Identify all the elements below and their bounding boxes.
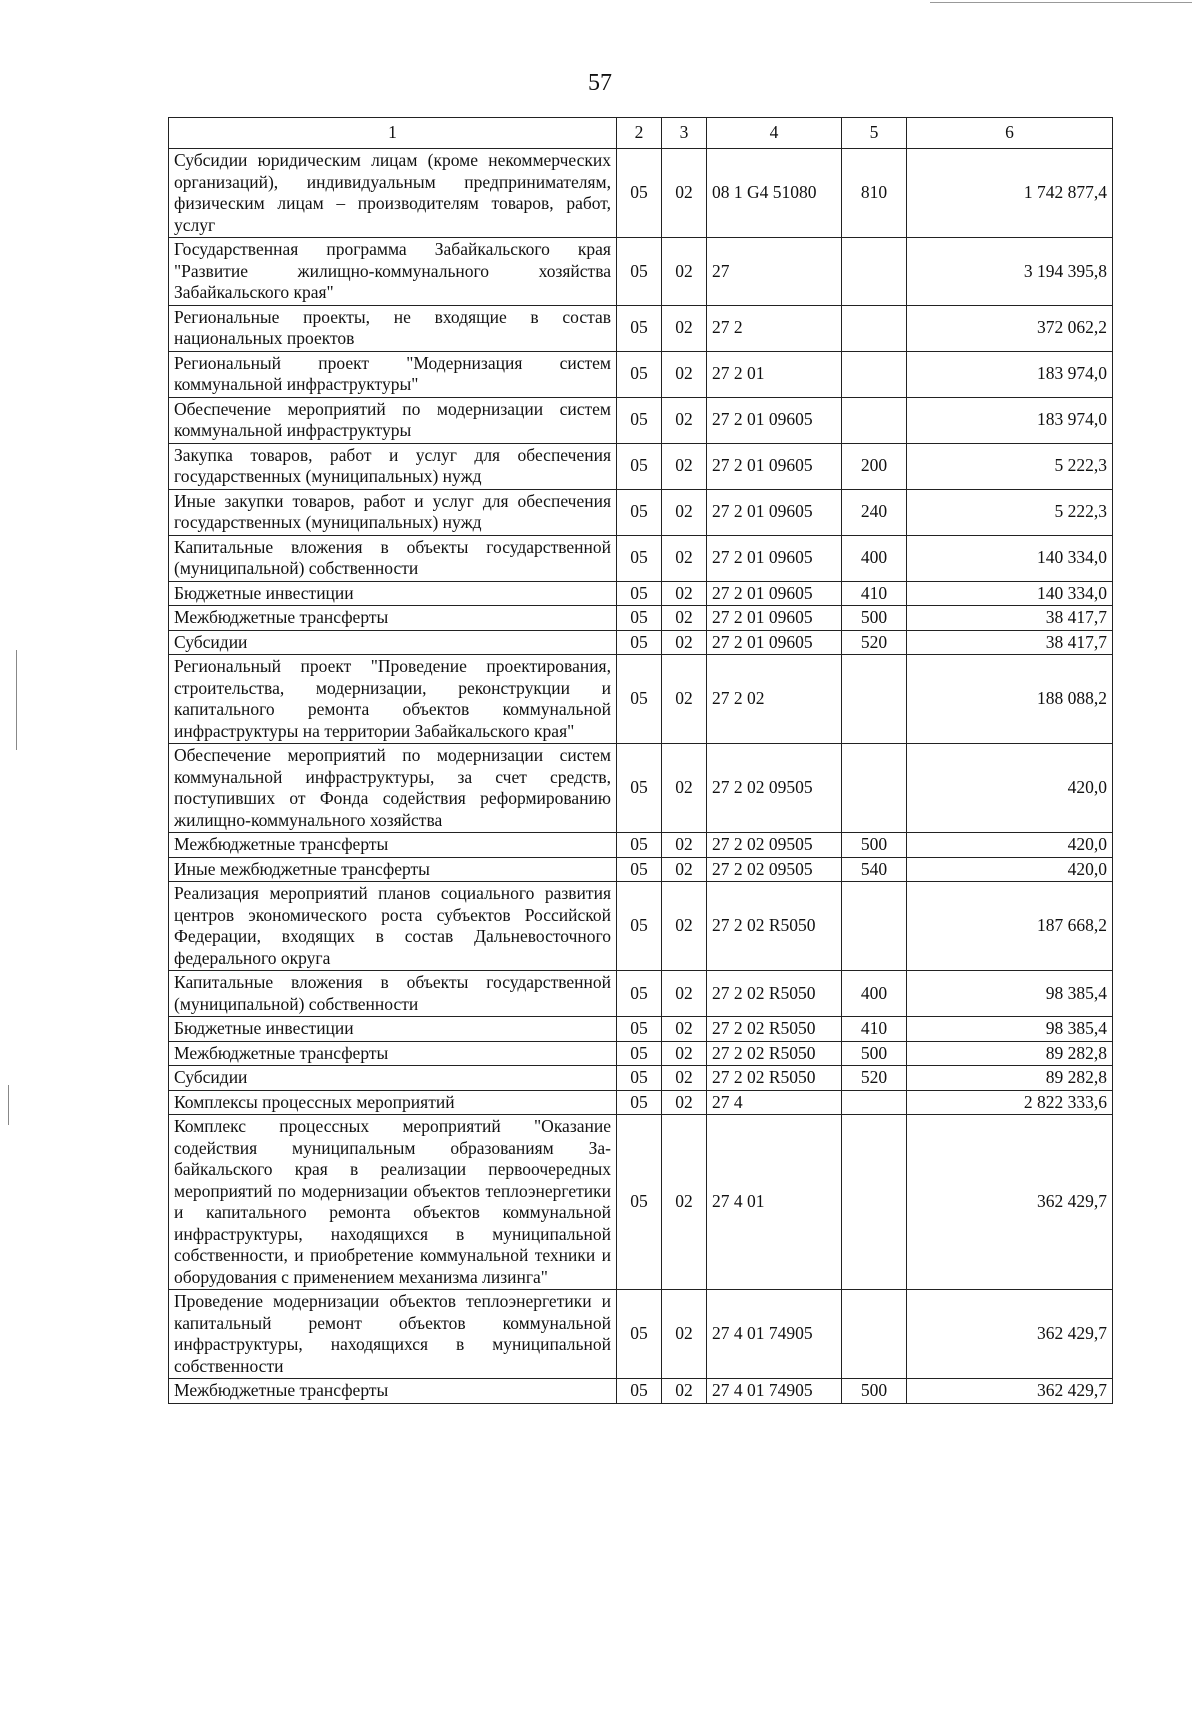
target-article-code: 27 4 01 74905 <box>707 1379 842 1404</box>
expense-type-code: 520 <box>842 1066 907 1091</box>
subsection-code: 02 <box>662 397 707 443</box>
amount: 89 282,8 <box>907 1066 1113 1091</box>
section-code: 05 <box>617 489 662 535</box>
target-article-code: 27 2 02 R5050 <box>707 1066 842 1091</box>
amount: 1 742 877,4 <box>907 149 1113 238</box>
expense-type-code <box>842 882 907 971</box>
row-name: Субсидии <box>169 1066 617 1091</box>
row-name: Капитальные вложения в объекты государственной (муниципальной) собственности <box>169 971 617 1017</box>
target-article-code: 27 2 02 <box>707 655 842 744</box>
header-row <box>169 118 1113 149</box>
row-name: Реализация мероприятий планов социального развития центров экономического роста субъектов Российской Федерации, входящих в состав Дальневосточного федерального округа <box>169 882 617 971</box>
row-name: Обеспечение мероприятий по модернизации систем коммунальной инфраструктуры <box>169 397 617 443</box>
header-cell: 4 <box>707 118 842 149</box>
row-name: Обеспечение мероприятий по модернизации систем коммунальной инфраструктуры, за счет средств, поступивших от Фонда содействия реформированию жилищно-коммунального хозяйства <box>169 744 617 833</box>
table-row <box>169 606 1113 631</box>
expense-type-code: 240 <box>842 489 907 535</box>
section-code: 05 <box>617 1017 662 1042</box>
table-row <box>169 882 1113 971</box>
row-name: Закупка товаров, работ и услуг для обеспечения государственных (муниципальных) нужд <box>169 443 617 489</box>
target-article-code: 27 2 02 09505 <box>707 833 842 858</box>
section-code: 05 <box>617 1115 662 1290</box>
amount: 38 417,7 <box>907 606 1113 631</box>
expense-type-code <box>842 744 907 833</box>
table-row <box>169 1066 1113 1091</box>
table-row <box>169 630 1113 655</box>
table-row <box>169 489 1113 535</box>
amount: 2 822 333,6 <box>907 1090 1113 1115</box>
table-row <box>169 1041 1113 1066</box>
subsection-code: 02 <box>662 1090 707 1115</box>
table-body <box>169 149 1113 1404</box>
target-article-code: 27 2 01 09605 <box>707 630 842 655</box>
section-code: 05 <box>617 744 662 833</box>
row-name: Государственная программа Забайкальского края "Развитие жилищно-коммунального хозяйства Забайкальского края" <box>169 238 617 306</box>
table-row <box>169 971 1113 1017</box>
table-row <box>169 1090 1113 1115</box>
header-cell: 2 <box>617 118 662 149</box>
table-row <box>169 305 1113 351</box>
expense-type-code: 500 <box>842 1379 907 1404</box>
section-code: 05 <box>617 971 662 1017</box>
section-code: 05 <box>617 1379 662 1404</box>
header-cell: 3 <box>662 118 707 149</box>
expense-type-code <box>842 351 907 397</box>
expense-type-code: 520 <box>842 630 907 655</box>
target-article-code: 27 2 02 09505 <box>707 857 842 882</box>
amount: 5 222,3 <box>907 489 1113 535</box>
subsection-code: 02 <box>662 535 707 581</box>
target-article-code: 27 2 02 R5050 <box>707 971 842 1017</box>
subsection-code: 02 <box>662 1379 707 1404</box>
expense-type-code: 540 <box>842 857 907 882</box>
subsection-code: 02 <box>662 1041 707 1066</box>
header-cell: 5 <box>842 118 907 149</box>
table-row <box>169 857 1113 882</box>
subsection-code: 02 <box>662 1017 707 1042</box>
row-name: Иные межбюджетные трансферты <box>169 857 617 882</box>
target-article-code: 27 4 01 74905 <box>707 1290 842 1379</box>
table-row <box>169 1115 1113 1290</box>
target-article-code: 27 2 01 <box>707 351 842 397</box>
table-row <box>169 1290 1113 1379</box>
target-article-code: 27 2 02 R5050 <box>707 1017 842 1042</box>
target-article-code: 08 1 G4 51080 <box>707 149 842 238</box>
table-row <box>169 744 1113 833</box>
expense-type-code: 410 <box>842 1017 907 1042</box>
target-article-code: 27 2 01 09605 <box>707 443 842 489</box>
subsection-code: 02 <box>662 630 707 655</box>
row-name: Межбюджетные трансферты <box>169 1379 617 1404</box>
subsection-code: 02 <box>662 655 707 744</box>
expense-type-code <box>842 1115 907 1290</box>
expense-type-code: 400 <box>842 535 907 581</box>
subsection-code: 02 <box>662 351 707 397</box>
table-row <box>169 1379 1113 1404</box>
section-code: 05 <box>617 1090 662 1115</box>
page-number: 57 <box>588 70 612 96</box>
subsection-code: 02 <box>662 305 707 351</box>
target-article-code: 27 2 01 09605 <box>707 606 842 631</box>
amount: 183 974,0 <box>907 397 1113 443</box>
table-row <box>169 581 1113 606</box>
subsection-code: 02 <box>662 833 707 858</box>
expense-type-code: 200 <box>842 443 907 489</box>
subsection-code: 02 <box>662 238 707 306</box>
row-name: Региональные проекты, не входящие в состав национальных проектов <box>169 305 617 351</box>
expense-type-code <box>842 655 907 744</box>
table-row <box>169 443 1113 489</box>
expense-type-code <box>842 397 907 443</box>
table-row <box>169 238 1113 306</box>
subsection-code: 02 <box>662 443 707 489</box>
target-article-code: 27 2 02 R5050 <box>707 882 842 971</box>
expense-type-code: 500 <box>842 606 907 631</box>
amount: 38 417,7 <box>907 630 1113 655</box>
expense-type-code: 400 <box>842 971 907 1017</box>
amount: 372 062,2 <box>907 305 1113 351</box>
row-name: Межбюджетные трансферты <box>169 1041 617 1066</box>
section-code: 05 <box>617 655 662 744</box>
header-cell: 6 <box>907 118 1113 149</box>
amount: 98 385,4 <box>907 971 1113 1017</box>
amount: 362 429,7 <box>907 1290 1113 1379</box>
row-name: Субсидии <box>169 630 617 655</box>
table-row <box>169 351 1113 397</box>
expense-type-code <box>842 1290 907 1379</box>
subsection-code: 02 <box>662 489 707 535</box>
budget-table <box>168 117 1113 1404</box>
amount: 362 429,7 <box>907 1115 1113 1290</box>
section-code: 05 <box>617 149 662 238</box>
section-code: 05 <box>617 1290 662 1379</box>
subsection-code: 02 <box>662 882 707 971</box>
subsection-code: 02 <box>662 606 707 631</box>
expense-type-code <box>842 1090 907 1115</box>
target-article-code: 27 2 01 09605 <box>707 397 842 443</box>
row-name: Комплексы процессных мероприятий <box>169 1090 617 1115</box>
section-code: 05 <box>617 305 662 351</box>
amount: 140 334,0 <box>907 535 1113 581</box>
amount: 420,0 <box>907 833 1113 858</box>
table-row <box>169 833 1113 858</box>
section-code: 05 <box>617 1066 662 1091</box>
header-cell: 1 <box>169 118 617 149</box>
amount: 420,0 <box>907 857 1113 882</box>
section-code: 05 <box>617 581 662 606</box>
row-name: Иные закупки товаров, работ и услуг для обеспечения государственных (муниципальных) нужд <box>169 489 617 535</box>
target-article-code: 27 4 01 <box>707 1115 842 1290</box>
subsection-code: 02 <box>662 1066 707 1091</box>
row-name: Проведение модернизации объектов теплоэнергетики и капитальный ремонт объектов коммунальной инфраструктуры, находящихся в муниципальной собственности <box>169 1290 617 1379</box>
amount: 362 429,7 <box>907 1379 1113 1404</box>
row-name: Бюджетные инвестиции <box>169 1017 617 1042</box>
section-code: 05 <box>617 238 662 306</box>
scan-edge-mark <box>8 1085 9 1125</box>
amount: 89 282,8 <box>907 1041 1113 1066</box>
section-code: 05 <box>617 443 662 489</box>
amount: 420,0 <box>907 744 1113 833</box>
expense-type-code <box>842 238 907 306</box>
target-article-code: 27 2 01 09605 <box>707 489 842 535</box>
row-name: Региональный проект "Проведение проектирования, строительства, модернизации, реконструкции и капитального ремонта объектов коммунальной инфраструктуры на территории Забайкальского края" <box>169 655 617 744</box>
amount: 140 334,0 <box>907 581 1113 606</box>
amount: 3 194 395,8 <box>907 238 1113 306</box>
row-name: Комплекс процессных мероприятий "Оказание содействия муниципальным образованиям Забайкальского края в реализации первоочередных мероприятий по модернизации объектов теплоэнергетики и капитального ремонта объектов коммунальной инфраструктуры, находящихся в муниципальной собственности, и приобретение коммунальной техники и оборудования с применением механизма лизинга" <box>169 1115 617 1290</box>
subsection-code: 02 <box>662 581 707 606</box>
row-name: Межбюджетные трансферты <box>169 606 617 631</box>
section-code: 05 <box>617 1041 662 1066</box>
table-row <box>169 535 1113 581</box>
section-code: 05 <box>617 397 662 443</box>
table-row <box>169 1017 1113 1042</box>
amount: 187 668,2 <box>907 882 1113 971</box>
section-code: 05 <box>617 630 662 655</box>
amount: 183 974,0 <box>907 351 1113 397</box>
amount: 5 222,3 <box>907 443 1113 489</box>
subsection-code: 02 <box>662 971 707 1017</box>
expense-type-code <box>842 305 907 351</box>
subsection-code: 02 <box>662 1115 707 1290</box>
row-name: Региональный проект "Модернизация систем коммунальной инфраструктуры" <box>169 351 617 397</box>
subsection-code: 02 <box>662 1290 707 1379</box>
expense-type-code: 500 <box>842 1041 907 1066</box>
section-code: 05 <box>617 833 662 858</box>
section-code: 05 <box>617 882 662 971</box>
section-code: 05 <box>617 606 662 631</box>
row-name: Бюджетные инвестиции <box>169 581 617 606</box>
subsection-code: 02 <box>662 149 707 238</box>
expense-type-code: 500 <box>842 833 907 858</box>
target-article-code: 27 2 <box>707 305 842 351</box>
row-name: Межбюджетные трансферты <box>169 833 617 858</box>
expense-type-code: 410 <box>842 581 907 606</box>
table-row <box>169 655 1113 744</box>
expense-type-code: 810 <box>842 149 907 238</box>
table-row <box>169 149 1113 238</box>
target-article-code: 27 4 <box>707 1090 842 1115</box>
target-article-code: 27 2 02 R5050 <box>707 1041 842 1066</box>
subsection-code: 02 <box>662 744 707 833</box>
row-name: Субсидии юридическим лицам (кроме некоммерческих организаций), индивидуальным предпринимателям, физическим лицам – производителям товаров, работ, услуг <box>169 149 617 238</box>
target-article-code: 27 2 02 09505 <box>707 744 842 833</box>
amount: 188 088,2 <box>907 655 1113 744</box>
amount: 98 385,4 <box>907 1017 1113 1042</box>
section-code: 05 <box>617 535 662 581</box>
scan-top-rule <box>930 2 1192 3</box>
target-article-code: 27 <box>707 238 842 306</box>
target-article-code: 27 2 01 09605 <box>707 535 842 581</box>
section-code: 05 <box>617 857 662 882</box>
target-article-code: 27 2 01 09605 <box>707 581 842 606</box>
table-row <box>169 397 1113 443</box>
scan-edge-mark <box>16 650 17 750</box>
subsection-code: 02 <box>662 857 707 882</box>
section-code: 05 <box>617 351 662 397</box>
row-name: Капитальные вложения в объекты государственной (муниципальной) собственности <box>169 535 617 581</box>
